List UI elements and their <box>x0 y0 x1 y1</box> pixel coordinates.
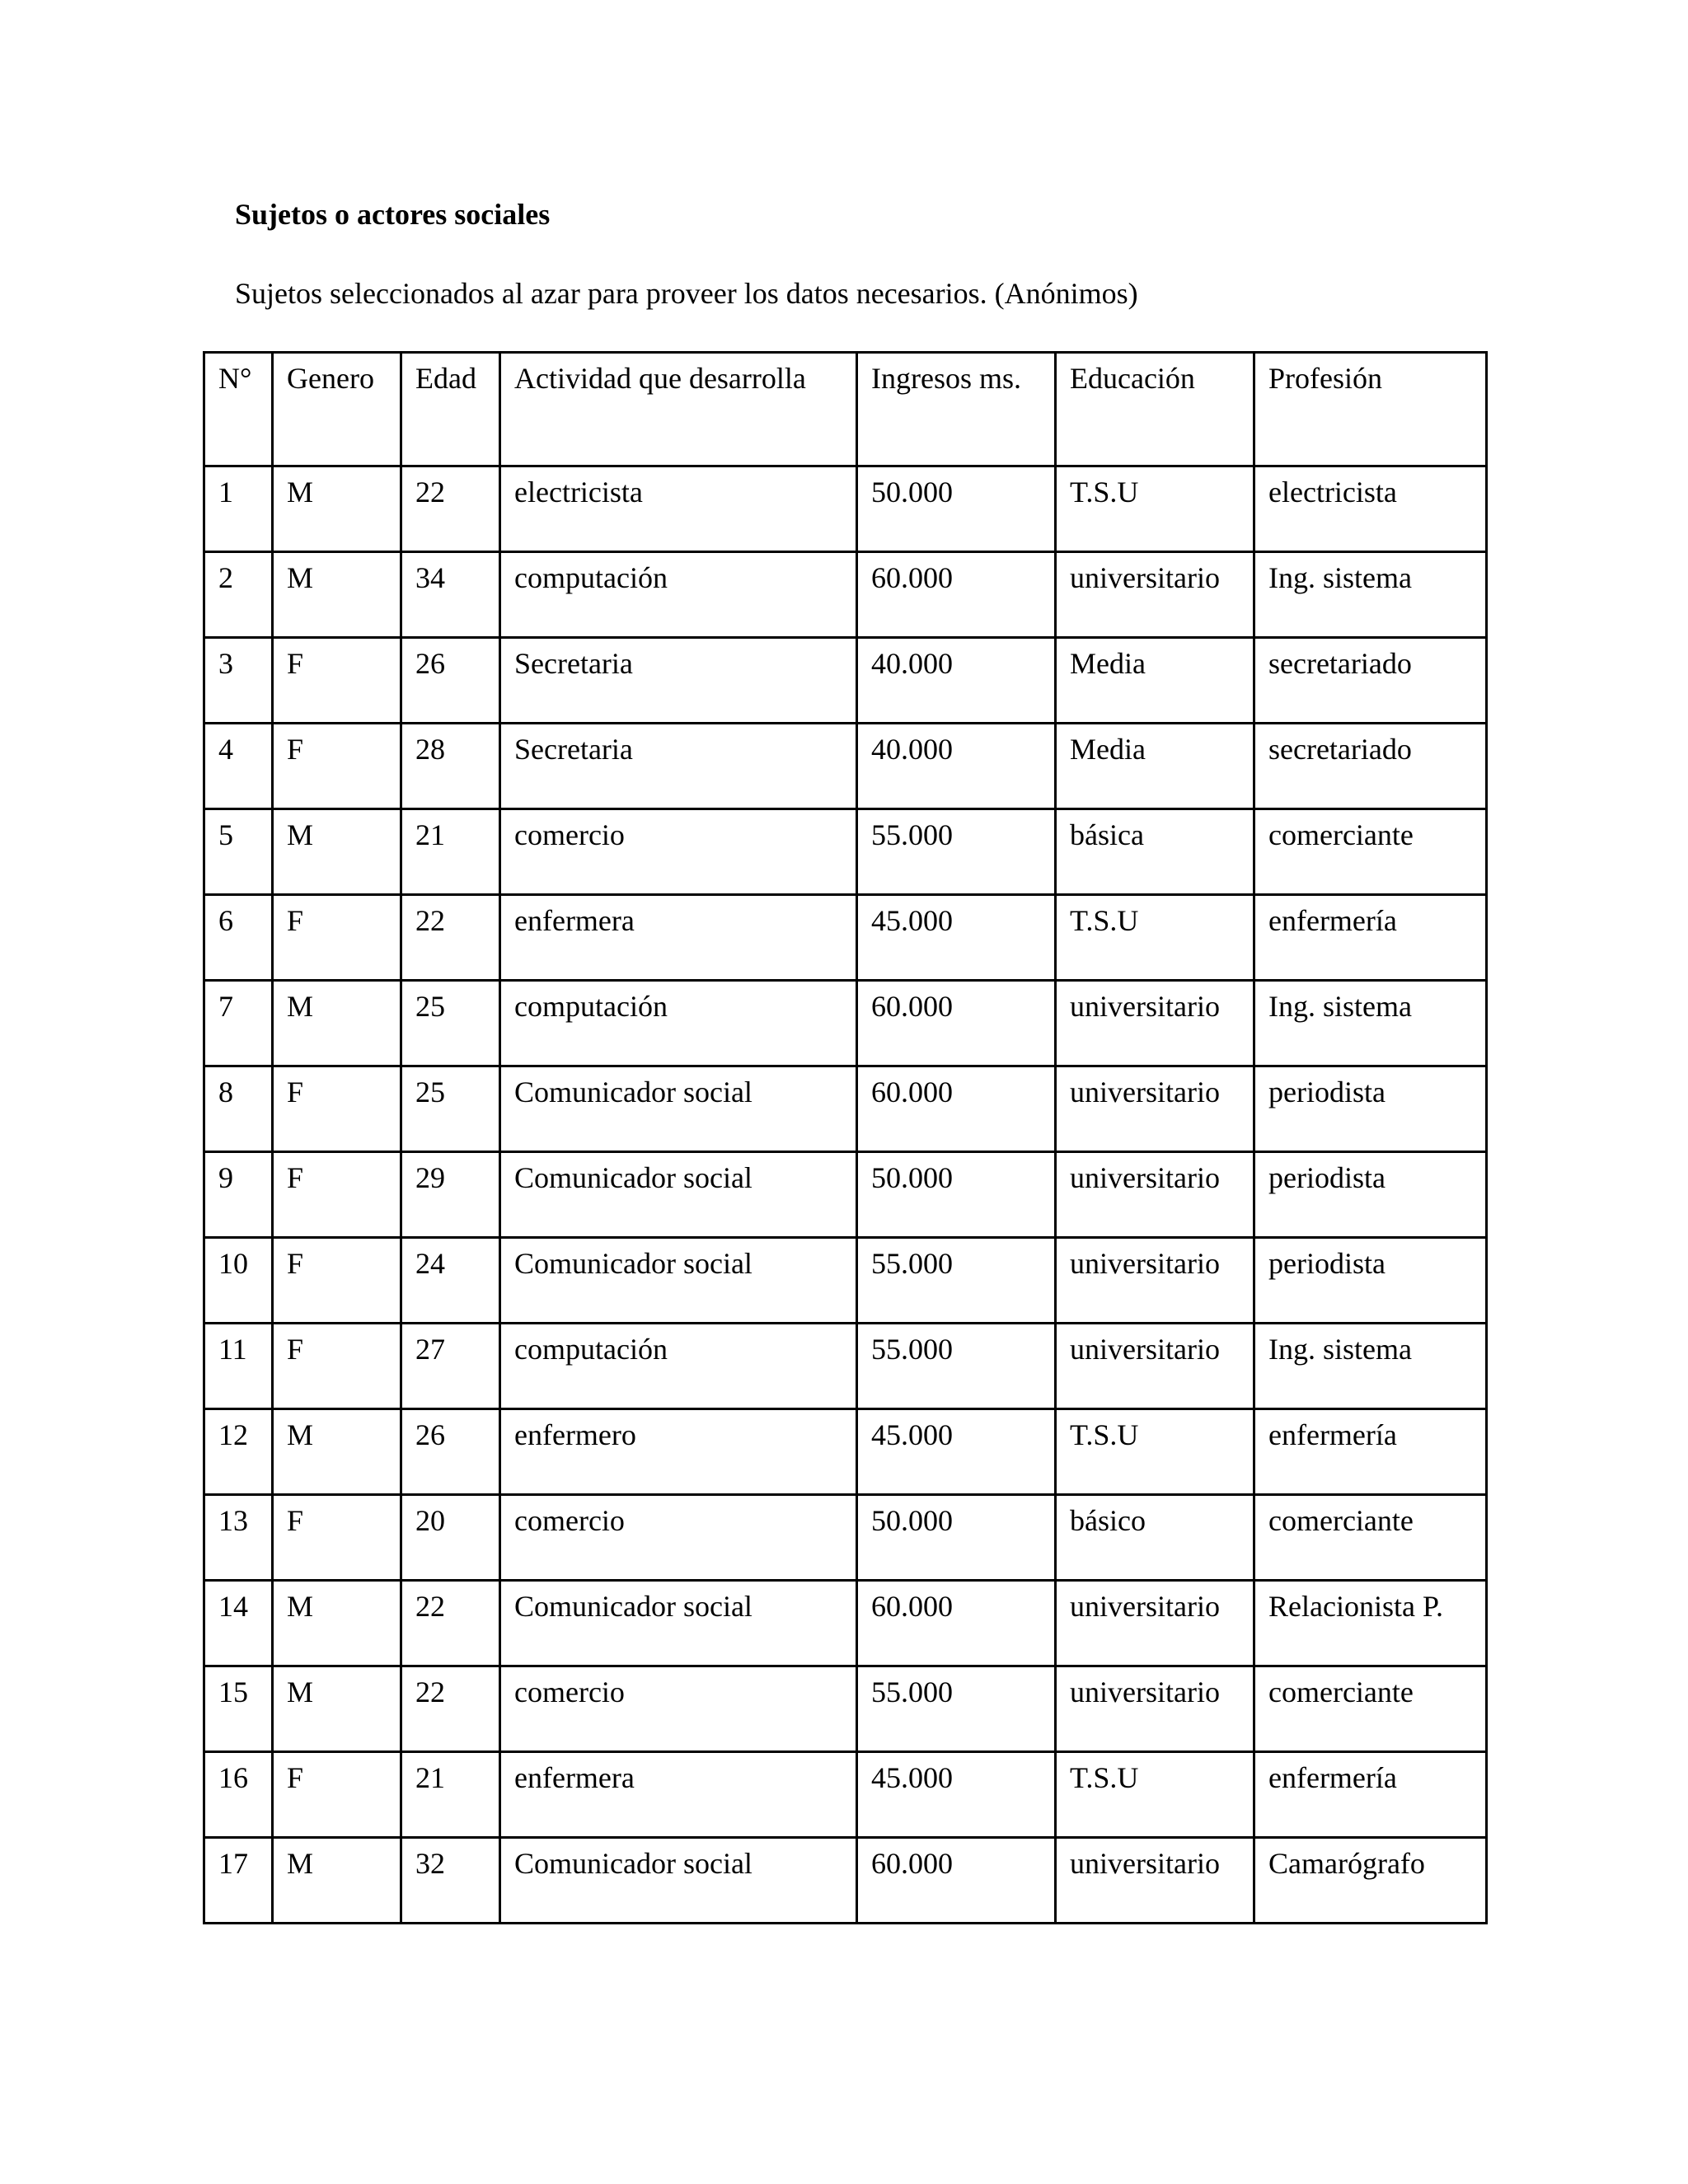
cell-profession: enfermería <box>1254 1409 1487 1495</box>
cell-activity: computación <box>500 1324 857 1409</box>
cell-activity: computación <box>500 552 857 638</box>
page-subtitle: Sujetos seleccionados al azar para proveer los datos necesarios. (Anónimos) <box>235 277 1138 310</box>
table-row <box>204 981 1487 1066</box>
cell-profession: secretariado <box>1254 638 1487 724</box>
cell-gender: M <box>273 809 401 895</box>
cell-activity: enfermera <box>500 895 857 981</box>
cell-income: 50.000 <box>857 466 1056 552</box>
cell-education: básico <box>1056 1495 1254 1581</box>
subjects-table <box>203 351 1488 1924</box>
table-row <box>204 895 1487 981</box>
cell-education: básica <box>1056 809 1254 895</box>
cell-number: 6 <box>204 895 273 981</box>
cell-activity: comercio <box>500 1495 857 1581</box>
cell-income: 45.000 <box>857 1409 1056 1495</box>
table-row <box>204 1666 1487 1752</box>
cell-income: 55.000 <box>857 1324 1056 1409</box>
cell-gender: F <box>273 1495 401 1581</box>
cell-gender: F <box>273 1066 401 1152</box>
cell-activity: Comunicador social <box>500 1238 857 1324</box>
header-income: Ingresos ms. <box>857 353 1056 466</box>
cell-education: universitario <box>1056 1838 1254 1924</box>
cell-income: 50.000 <box>857 1495 1056 1581</box>
cell-income: 55.000 <box>857 809 1056 895</box>
cell-income: 60.000 <box>857 1581 1056 1666</box>
table-row <box>204 466 1487 552</box>
cell-activity: Comunicador social <box>500 1838 857 1924</box>
cell-age: 25 <box>401 1066 500 1152</box>
cell-education: universitario <box>1056 1066 1254 1152</box>
table-row <box>204 1238 1487 1324</box>
cell-income: 45.000 <box>857 895 1056 981</box>
cell-education: universitario <box>1056 552 1254 638</box>
cell-age: 28 <box>401 724 500 809</box>
cell-number: 13 <box>204 1495 273 1581</box>
cell-age: 26 <box>401 638 500 724</box>
cell-gender: F <box>273 1752 401 1838</box>
cell-profession: periodista <box>1254 1238 1487 1324</box>
cell-number: 5 <box>204 809 273 895</box>
table-row <box>204 1409 1487 1495</box>
cell-activity: enfermero <box>500 1409 857 1495</box>
cell-gender: F <box>273 895 401 981</box>
header-education: Educación <box>1056 353 1254 466</box>
cell-activity: enfermera <box>500 1752 857 1838</box>
header-number: N° <box>204 353 273 466</box>
cell-age: 21 <box>401 1752 500 1838</box>
cell-gender: F <box>273 1238 401 1324</box>
cell-activity: electricista <box>500 466 857 552</box>
cell-age: 22 <box>401 1666 500 1752</box>
cell-number: 3 <box>204 638 273 724</box>
cell-activity: computación <box>500 981 857 1066</box>
table-row <box>204 1066 1487 1152</box>
cell-education: universitario <box>1056 1324 1254 1409</box>
table-row <box>204 1495 1487 1581</box>
header-age: Edad <box>401 353 500 466</box>
cell-number: 1 <box>204 466 273 552</box>
cell-gender: M <box>273 1838 401 1924</box>
cell-profession: Ing. sistema <box>1254 552 1487 638</box>
table-header-row <box>204 353 1487 466</box>
cell-income: 60.000 <box>857 1838 1056 1924</box>
cell-education: T.S.U <box>1056 895 1254 981</box>
cell-education: universitario <box>1056 1152 1254 1238</box>
cell-gender: F <box>273 724 401 809</box>
cell-age: 25 <box>401 981 500 1066</box>
cell-education: Media <box>1056 638 1254 724</box>
cell-number: 4 <box>204 724 273 809</box>
cell-education: universitario <box>1056 1666 1254 1752</box>
cell-age: 22 <box>401 466 500 552</box>
cell-profession: periodista <box>1254 1066 1487 1152</box>
table-row <box>204 1838 1487 1924</box>
cell-age: 27 <box>401 1324 500 1409</box>
cell-income: 40.000 <box>857 724 1056 809</box>
cell-income: 40.000 <box>857 638 1056 724</box>
table-body <box>204 466 1487 1924</box>
cell-profession: comerciante <box>1254 1666 1487 1752</box>
cell-gender: M <box>273 1666 401 1752</box>
cell-activity: comercio <box>500 1666 857 1752</box>
cell-profession: enfermería <box>1254 895 1487 981</box>
cell-activity: Comunicador social <box>500 1152 857 1238</box>
cell-income: 55.000 <box>857 1238 1056 1324</box>
table-row <box>204 1581 1487 1666</box>
cell-number: 9 <box>204 1152 273 1238</box>
cell-age: 22 <box>401 1581 500 1666</box>
cell-number: 2 <box>204 552 273 638</box>
cell-profession: secretariado <box>1254 724 1487 809</box>
cell-gender: F <box>273 1324 401 1409</box>
cell-number: 12 <box>204 1409 273 1495</box>
cell-education: T.S.U <box>1056 466 1254 552</box>
table-row <box>204 1152 1487 1238</box>
cell-profession: enfermería <box>1254 1752 1487 1838</box>
cell-gender: M <box>273 1409 401 1495</box>
cell-education: universitario <box>1056 981 1254 1066</box>
page-title: Sujetos o actores sociales <box>235 198 551 231</box>
table-row <box>204 724 1487 809</box>
cell-income: 60.000 <box>857 1066 1056 1152</box>
cell-profession: comerciante <box>1254 1495 1487 1581</box>
cell-number: 10 <box>204 1238 273 1324</box>
cell-number: 7 <box>204 981 273 1066</box>
cell-activity: Comunicador social <box>500 1581 857 1666</box>
cell-age: 29 <box>401 1152 500 1238</box>
cell-profession: Ing. sistema <box>1254 981 1487 1066</box>
cell-profession: periodista <box>1254 1152 1487 1238</box>
header-profession: Profesión <box>1254 353 1487 466</box>
cell-age: 34 <box>401 552 500 638</box>
cell-gender: M <box>273 981 401 1066</box>
header-activity: Actividad que desarrolla <box>500 353 857 466</box>
cell-gender: M <box>273 552 401 638</box>
cell-age: 22 <box>401 895 500 981</box>
cell-gender: F <box>273 1152 401 1238</box>
cell-income: 60.000 <box>857 552 1056 638</box>
cell-number: 11 <box>204 1324 273 1409</box>
cell-activity: Secretaria <box>500 638 857 724</box>
cell-education: Media <box>1056 724 1254 809</box>
cell-number: 17 <box>204 1838 273 1924</box>
table-row <box>204 638 1487 724</box>
cell-income: 50.000 <box>857 1152 1056 1238</box>
cell-income: 55.000 <box>857 1666 1056 1752</box>
table-row <box>204 1324 1487 1409</box>
cell-profession: Ing. sistema <box>1254 1324 1487 1409</box>
cell-age: 21 <box>401 809 500 895</box>
cell-education: universitario <box>1056 1581 1254 1666</box>
cell-education: T.S.U <box>1056 1409 1254 1495</box>
cell-income: 60.000 <box>857 981 1056 1066</box>
cell-age: 32 <box>401 1838 500 1924</box>
cell-gender: M <box>273 466 401 552</box>
cell-profession: electricista <box>1254 466 1487 552</box>
cell-education: T.S.U <box>1056 1752 1254 1838</box>
header-gender: Genero <box>273 353 401 466</box>
cell-profession: Relacionista P. <box>1254 1581 1487 1666</box>
cell-number: 8 <box>204 1066 273 1152</box>
cell-number: 14 <box>204 1581 273 1666</box>
cell-number: 15 <box>204 1666 273 1752</box>
cell-education: universitario <box>1056 1238 1254 1324</box>
cell-profession: comerciante <box>1254 809 1487 895</box>
table-row <box>204 1752 1487 1838</box>
cell-gender: M <box>273 1581 401 1666</box>
cell-profession: Camarógrafo <box>1254 1838 1487 1924</box>
cell-activity: comercio <box>500 809 857 895</box>
cell-activity: Secretaria <box>500 724 857 809</box>
table-row <box>204 809 1487 895</box>
cell-age: 24 <box>401 1238 500 1324</box>
cell-number: 16 <box>204 1752 273 1838</box>
cell-gender: F <box>273 638 401 724</box>
cell-age: 20 <box>401 1495 500 1581</box>
cell-age: 26 <box>401 1409 500 1495</box>
table-row <box>204 552 1487 638</box>
cell-activity: Comunicador social <box>500 1066 857 1152</box>
cell-income: 45.000 <box>857 1752 1056 1838</box>
